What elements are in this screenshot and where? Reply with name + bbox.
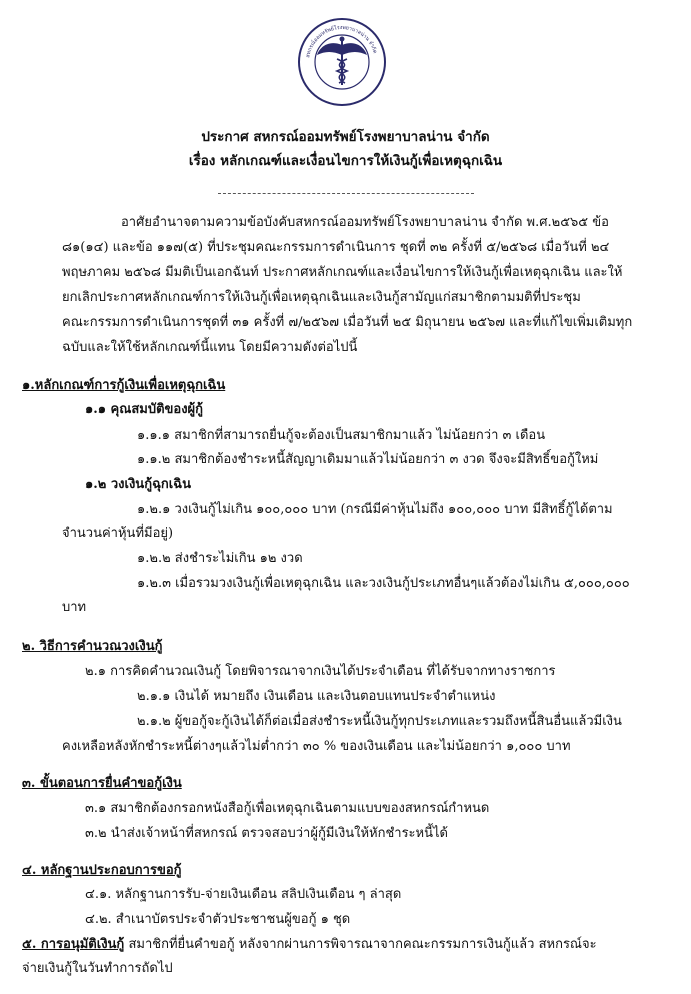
preamble-line: ยกเลิกประกาศหลักเกณฑ์การให้เงินกู้เพื่อเหตุฉุกเฉินและเงินกู้สามัญแก่สมาชิกตามมติที่ประชุม <box>62 290 581 305</box>
divider <box>218 193 474 194</box>
announcement-subject: เรื่อง หลักเกณฑ์และเงื่อนไขการให้เงินกู้เพื่อเหตุฉุกเฉิน <box>188 153 503 169</box>
clause-1-1-2: ๑.๑.๒ สมาชิกต้องชำระหนี้สัญญาเดิมมาแล้วไม่น้อยกว่า ๓ งวด จึงจะมีสิทธิ์ขอกู้ใหม่ <box>137 452 599 467</box>
section-5-heading: ๕. การอนุมัติเงินกู้ <box>22 937 125 952</box>
section-5-text: สมาชิกที่ยื่นคำขอกู้ หลังจากผ่านการพิจารณาจากคณะกรรมการเงินกู้แล้ว สหกรณ์จะ <box>124 937 597 952</box>
clause-3-1: ๓.๑ สมาชิกต้องกรอกหนังสือกู้เพื่อเหตุฉุกเฉินตามแบบของสหกรณ์กำหนด <box>85 801 490 816</box>
clause-1-2-3: ๑.๒.๓ เมื่อรวมวงเงินกู้เพื่อเหตุฉุกเฉิน และวงเงินกู้ประเภทอื่นๆแล้วต้องไม่เกิน ๕,๐๐๐,๐๐๐ <box>137 576 630 591</box>
clause-3-2: ๓.๒ นำส่งเจ้าหน้าที่สหกรณ์ ตรวจสอบว่าผู้กู้มีเงินให้หักชำระหนี้ได้ <box>85 826 448 841</box>
clause-4-1: ๔.๑. หลักฐานการรับ-จ่ายเงินเดือน สลิปเงินเดือน ๆ ล่าสุด <box>85 887 402 902</box>
preamble-line: อาศัยอำนาจตามความข้อบังคับสหกรณ์ออมทรัพย์โรงพยาบาลน่าน จำกัด พ.ศ.๒๕๖๕ ข้อ <box>121 215 609 230</box>
clause-1-1-1: ๑.๑.๑ สมาชิกที่สามารถยื่นกู้จะต้องเป็นสมาชิกมาแล้ว ไม่น้อยกว่า ๓ เดือน <box>137 428 546 443</box>
section-5-cont: จ่ายเงินกู้ในวันทำการถัดไป <box>22 961 173 976</box>
clause-2-1-2: ๒.๑.๒ ผู้ขอกู้จะกู้เงินได้ก็ต่อเมื่อส่งชำระหนี้เงินกู้ทุกประเภทและรวมถึงหนี้สินอื่นแล้วมีเงิน <box>137 714 622 729</box>
section-1-1-heading: ๑.๑ คุณสมบัติของผู้กู้ <box>85 402 204 417</box>
clause-1-2-1-cont: จำนวนค่าหุ้นที่มีอยู่) <box>62 526 174 541</box>
section-1-heading: ๑.หลักเกณฑ์การกู้เงินเพื่อเหตุฉุกเฉิน <box>22 378 226 393</box>
preamble-line: ๘๑(๑๔) และข้อ ๑๑๗(๕) ที่ประชุมคณะกรรมการดำเนินการ ชุดที่ ๓๒ ครั้งที่ ๕/๒๕๖๘ เมื่อวันที่ ๒๔ <box>62 240 610 255</box>
clause-2-1: ๒.๑ การคิดคำนวณเงินกู้ โดยพิจารณาจากเงินได้ประจำเดือน ที่ได้รับจากทางราชการ <box>85 664 556 679</box>
preamble-line: คณะกรรมการดำเนินการชุดที่ ๓๑ ครั้งที่ ๗/๒๕๖๗ เมื่อวันที่ ๒๕ มิถุนายน ๒๕๖๗ และที่แก้ไขเพิ่มเติมทุก <box>62 315 633 330</box>
cooperative-logo <box>297 17 387 107</box>
clause-1-2-3-cont: บาท <box>62 600 87 615</box>
clause-4-2: ๔.๒. สำเนาบัตรประจำตัวประชาชนผู้ขอกู้ ๑ ชุด <box>85 912 351 927</box>
section-5-paragraph <box>22 938 597 951</box>
logo-ring-text: สหกรณ์ออมทรัพย์โรงพยาบาลน่าน จำกัด <box>305 24 378 59</box>
clause-2-1-1: ๒.๑.๑ เงินได้ หมายถึง เงินเดือน และเงินตอบแทนประจำตำแหน่ง <box>137 689 496 704</box>
clause-1-2-1: ๑.๒.๑ วงเงินกู้ไม่เกิน ๑๐๐,๐๐๐ บาท (กรณีมีค่าหุ้นไม่ถึง ๑๐๐,๐๐๐ บาท มีสิทธิ์กู้ได้ตาม <box>137 502 613 517</box>
section-2-heading: ๒. วิธีการคำนวณวงเงินกู้ <box>22 639 163 654</box>
section-1-2-heading: ๑.๒ วงเงินกู้ฉุกเฉิน <box>85 477 191 492</box>
preamble-line: พฤษภาคม ๒๕๖๘ มีมติเป็นเอกฉันท์ ประกาศหลักเกณฑ์และเงื่อนไขการให้เงินกู้เพื่อเหตุฉุกเฉิน และให้ <box>62 265 623 280</box>
preamble-line: ฉบับและให้ใช้หลักเกณฑ์นี้แทน โดยมีความดังต่อไปนี้ <box>62 340 358 355</box>
clause-1-2-2: ๑.๒.๒ ส่งชำระไม่เกิน ๑๒ งวด <box>137 551 303 566</box>
section-4-heading: ๔. หลักฐานประกอบการขอกู้ <box>22 863 182 878</box>
announcement-title: ประกาศ สหกรณ์ออมทรัพย์โรงพยาบาลน่าน จำกัด <box>201 129 490 145</box>
section-3-heading: ๓. ขั้นตอนการยื่นคำขอกู้เงิน <box>22 776 182 791</box>
clause-2-1-2-cont: คงเหลือหลังหักชำระหนี้ต่างๆแล้วไม่ต่ำกว่า ๓๐ % ของเงินเดือน และไม่น้อยกว่า ๑,๐๐๐ บาท <box>62 739 571 754</box>
